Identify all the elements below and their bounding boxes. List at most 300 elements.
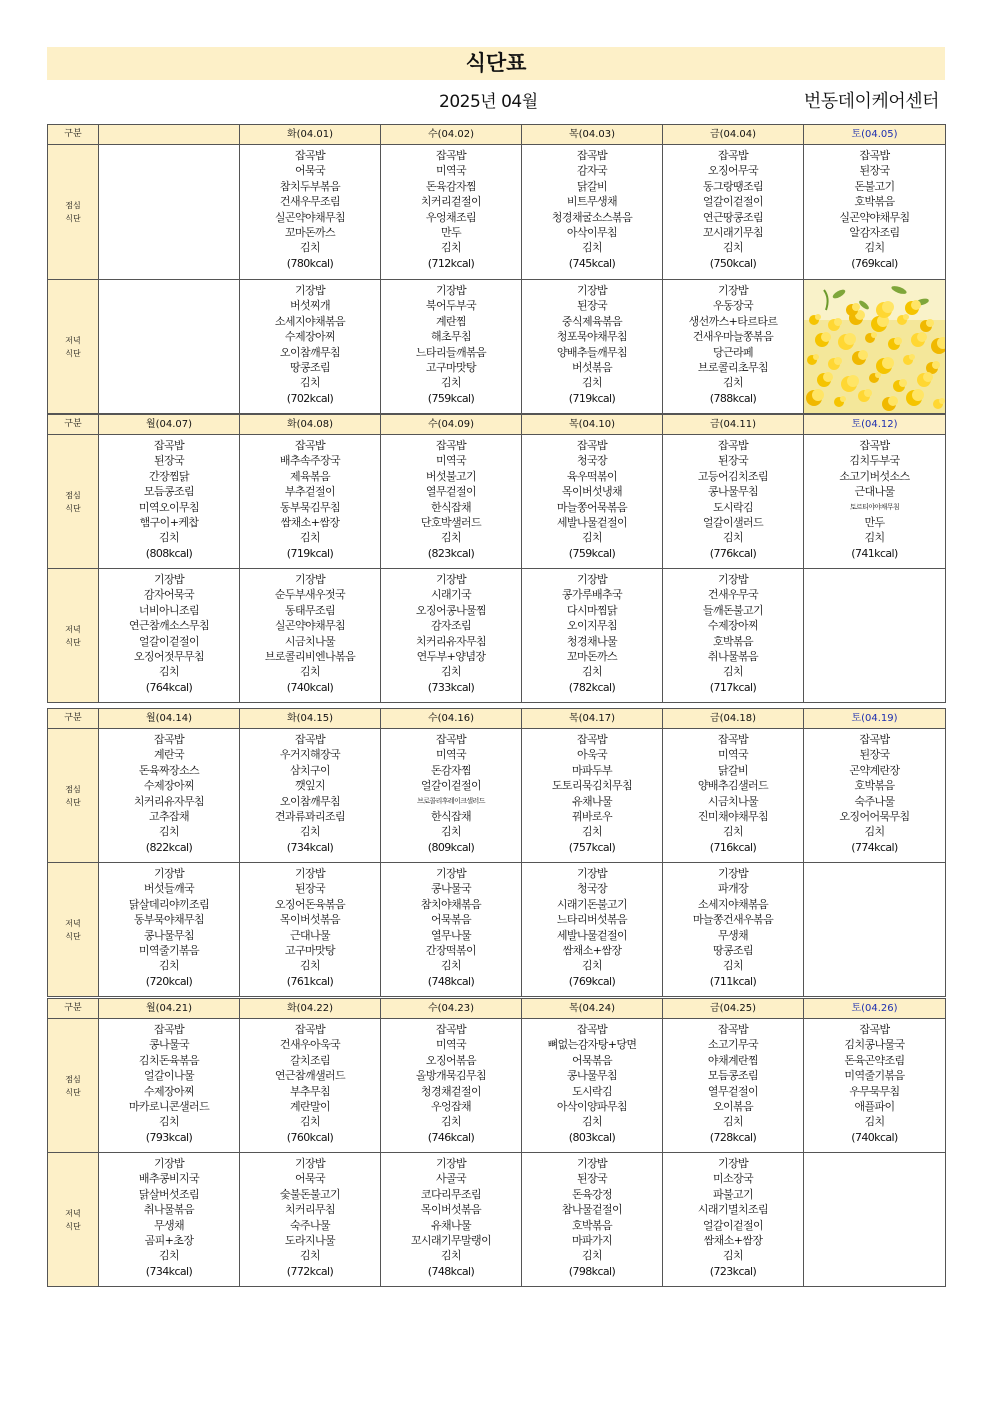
- meal-items: [381, 729, 521, 855]
- day-header: 화(04.22): [240, 999, 381, 1019]
- menu-item: 땅콩조림: [712, 944, 754, 958]
- menu-item: (760kcal): [286, 1130, 334, 1144]
- header-label: 구분: [48, 125, 99, 145]
- menu-item: 갈치조림: [289, 1053, 331, 1067]
- menu-item: 목이버섯볶음: [420, 1203, 482, 1217]
- day-header: 월(04.07): [99, 415, 240, 435]
- menu-item: 김치: [158, 665, 180, 679]
- menu-item: 양배추김샐러드: [697, 779, 769, 793]
- menu-item: 건새우아욱국: [279, 1038, 341, 1052]
- menu-item: 계란찜: [435, 314, 467, 328]
- dinner-row: [48, 1153, 946, 1287]
- menu-item: 치커리겉절이: [420, 195, 482, 209]
- dinner-row: [48, 863, 946, 997]
- menu-item: 미역국: [435, 748, 467, 762]
- menu-item: 김치: [581, 1249, 603, 1263]
- menu-item: 호박볶음: [854, 779, 895, 793]
- menu-item: 잡곡밥: [859, 733, 890, 746]
- lunch-cell: [99, 145, 240, 280]
- menu-item: 쌈채소+쌈장: [703, 1234, 763, 1248]
- day-header: 목(04.10): [522, 415, 663, 435]
- menu-item: 미역줄기볶음: [844, 1069, 905, 1083]
- meal-label-line: 식단: [65, 503, 81, 513]
- menu-item: 치커리유자무침: [133, 794, 205, 808]
- menu-item: 연근참깨소스무침: [128, 619, 210, 633]
- meal-items: [99, 1019, 239, 1145]
- meal-label-line: 식단: [65, 797, 81, 807]
- menu-item: 김치: [299, 531, 321, 545]
- menu-item: 실곤약야채무침: [274, 210, 346, 224]
- week-header-row: [48, 709, 946, 729]
- lunch-cell: [663, 1019, 804, 1153]
- menu-item: (793kcal): [145, 1130, 193, 1144]
- menu-item: 치커리유자무침: [415, 634, 487, 648]
- flower-image: [804, 280, 945, 413]
- menu-item: 아삭이무침: [566, 226, 618, 240]
- menu-item: (740kcal): [286, 680, 334, 694]
- meal-items: [381, 569, 521, 695]
- day-header: 금(04.25): [663, 999, 804, 1019]
- menu-item: 쌈채소+쌈장: [562, 944, 622, 958]
- menu-item: (716kcal): [709, 840, 757, 854]
- menu-item: (774kcal): [851, 840, 898, 854]
- menu-item: 도라지나물: [284, 1234, 336, 1248]
- menu-item: 된장국: [717, 454, 749, 468]
- dinner-cell: [663, 569, 804, 703]
- lunch-cell: [381, 145, 522, 280]
- meal-items: [381, 863, 521, 989]
- menu-item: 연근땅콩조림: [702, 210, 764, 224]
- menu-item: (759kcal): [568, 546, 616, 560]
- menu-item: 닭살데리야끼조림: [128, 897, 210, 911]
- menu-item: 잡곡밥: [859, 439, 890, 452]
- day-header: 토(04.05): [804, 125, 946, 145]
- menu-item: 된장국: [294, 882, 326, 896]
- menu-item: 청포묵야채무침: [556, 330, 628, 344]
- dinner-label: [48, 1153, 99, 1287]
- menu-item: (719kcal): [286, 546, 334, 560]
- menu-item: 건새우마늘쫑볶음: [692, 330, 774, 344]
- lunch-cell: [663, 435, 804, 569]
- menu-item: 버섯찌개: [289, 299, 331, 313]
- menu-item: 얼갈이샐러드: [702, 516, 764, 530]
- menu-item: 콩나물무침: [707, 485, 759, 499]
- menu-item: 단호박샐러드: [420, 516, 482, 530]
- menu-item: (717kcal): [709, 680, 757, 694]
- menu-item: 청경채굴소스볶음: [551, 210, 633, 224]
- meal-items: [804, 863, 945, 866]
- menu-item: 오징어무국: [707, 164, 759, 178]
- menu-item: 기장밥: [294, 284, 326, 297]
- menu-item: 동부묵김무침: [279, 500, 341, 514]
- lunch-row: [48, 1019, 946, 1153]
- menu-item: 잡곡밥: [717, 733, 749, 746]
- dinner-cell: [663, 863, 804, 997]
- week-table: [47, 414, 946, 703]
- week-header-row: [48, 415, 946, 435]
- lunch-cell: [381, 435, 522, 569]
- menu-item: 너비아니조림: [138, 603, 200, 617]
- menu-item: 김치: [440, 825, 462, 839]
- menu-item: 김치: [299, 1249, 321, 1263]
- menu-item: 김치: [299, 959, 321, 973]
- lunch-cell: [804, 729, 946, 863]
- menu-item: 한식잡채: [430, 500, 472, 514]
- menu-item: 돈불고기: [854, 179, 895, 193]
- menu-item: 미역국: [717, 748, 749, 762]
- day-header: 월(04.21): [99, 999, 240, 1019]
- menu-item: 세발나물겉절이: [556, 516, 628, 530]
- day-header: 목(04.03): [522, 125, 663, 145]
- menu-item: (823kcal): [427, 546, 475, 560]
- dinner-cell: [522, 1153, 663, 1287]
- menu-item: (733kcal): [427, 680, 475, 694]
- menu-item: 김치: [440, 1249, 462, 1263]
- menu-item: 감자조림: [430, 619, 472, 633]
- menu-item: 닭갈비: [717, 763, 749, 777]
- menu-item: 콩나물국: [148, 1038, 190, 1052]
- menu-item: 김치: [864, 825, 885, 839]
- menu-item: (719kcal): [568, 391, 616, 405]
- day-header: 토(04.19): [804, 709, 946, 729]
- meal-items: [99, 863, 239, 989]
- menu-item: 근대나물: [289, 928, 331, 942]
- meal-items: [804, 435, 945, 561]
- meal-items: [663, 569, 803, 695]
- dinner-cell: [99, 863, 240, 997]
- dinner-cell: [99, 1153, 240, 1287]
- meal-items: [522, 435, 662, 561]
- lunch-cell: [804, 1019, 946, 1153]
- menu-item: 김치: [722, 241, 744, 255]
- meal-items: [804, 1153, 945, 1156]
- menu-item: 코다리무조림: [420, 1187, 482, 1201]
- menu-item: (734kcal): [145, 1264, 193, 1278]
- lunch-cell: [240, 435, 381, 569]
- lunch-cell: [663, 729, 804, 863]
- menu-item: 오징어볶음: [425, 1053, 477, 1067]
- menu-item: 기장밥: [717, 1157, 749, 1170]
- meal-items: [663, 1019, 803, 1145]
- menu-item: 김치: [440, 241, 462, 255]
- menu-item: 제육볶음: [289, 469, 331, 483]
- menu-item: 브로콜리초무침: [697, 361, 769, 375]
- menu-item: 미역국: [435, 1038, 467, 1052]
- menu-item: 수제장아찌: [143, 779, 195, 793]
- dinner-cell: [804, 569, 946, 703]
- menu-item: 햄구이+케찹: [139, 516, 199, 530]
- menu-item: 기장밥: [153, 1157, 185, 1170]
- menu-item: (746kcal): [427, 1130, 475, 1144]
- lunch-cell: [522, 435, 663, 569]
- menu-item: 잡곡밥: [435, 439, 467, 452]
- day-header: 수(04.09): [381, 415, 522, 435]
- meal-items: [663, 435, 803, 561]
- menu-item: 청경채겉절이: [420, 1084, 482, 1098]
- menu-item: 고등어김치조림: [697, 469, 769, 483]
- menu-item: 잡곡밥: [576, 733, 608, 746]
- menu-item: 미역국: [435, 454, 467, 468]
- menu-item: 잡곡밥: [576, 1023, 608, 1036]
- menu-item: 잡곡밥: [859, 149, 890, 162]
- menu-item: 잡곡밥: [435, 733, 467, 746]
- menu-item: 돈육강정: [571, 1187, 613, 1201]
- meal-items: [99, 145, 239, 148]
- menu-item: 꼬시래기무말랭이: [410, 1234, 492, 1248]
- meal-label-line: 점심: [65, 490, 81, 500]
- menu-item: 김치: [722, 1115, 744, 1129]
- day-header: 수(04.02): [381, 125, 522, 145]
- menu-item: 잡곡밥: [294, 149, 326, 162]
- day-header: 수(04.23): [381, 999, 522, 1019]
- menu-item: 브로콜리후레이크샐러드: [417, 796, 485, 805]
- menu-item: 잡곡밥: [435, 149, 467, 162]
- menu-item: 쌈채소+쌈장: [280, 516, 340, 530]
- meal-label-line: 점심: [65, 784, 81, 794]
- menu-item: 잡곡밥: [576, 439, 608, 452]
- menu-item: 비트무생채: [566, 195, 618, 209]
- lunch-label: [48, 1019, 99, 1153]
- menu-item: 마카로니콘샐러드: [128, 1100, 210, 1114]
- meal-items: [99, 280, 239, 283]
- meal-label-line: 식단: [65, 931, 81, 941]
- menu-item: (702kcal): [286, 391, 334, 405]
- menu-item: 된장국: [576, 299, 608, 313]
- menu-item: 김치: [299, 241, 321, 255]
- menu-item: 중식제육볶음: [561, 314, 623, 328]
- day-header: [99, 125, 240, 145]
- day-header: 토(04.26): [804, 999, 946, 1019]
- menu-item: 어묵국: [294, 164, 326, 178]
- menu-item: 꼬마돈까스: [284, 226, 336, 240]
- menu-item: 기장밥: [294, 573, 326, 586]
- meal-label-line: 저녁: [65, 1208, 81, 1218]
- menu-item: 우동장국: [712, 299, 754, 313]
- menu-item: 김치두부국: [849, 454, 900, 468]
- meal-items: [99, 729, 239, 855]
- menu-item: 수제장아찌: [284, 330, 336, 344]
- menu-item: 숙주나물: [289, 1218, 331, 1232]
- menu-item: 연두부+양념장: [416, 650, 486, 664]
- day-header: 화(04.08): [240, 415, 381, 435]
- meal-items: [522, 145, 662, 271]
- menu-item: 된장국: [153, 454, 185, 468]
- meal-items: [663, 280, 803, 406]
- lunch-label: [48, 145, 99, 280]
- menu-item: 연근참깨샐러드: [274, 1069, 346, 1083]
- week-table: [47, 708, 946, 997]
- menu-item: 수제장아찌: [143, 1084, 195, 1098]
- menu-item: 김치: [440, 959, 462, 973]
- menu-item: 잡곡밥: [859, 1023, 890, 1036]
- menu-item: 잡곡밥: [294, 1023, 326, 1036]
- meal-items: [240, 863, 380, 989]
- menu-item: 기장밥: [435, 867, 467, 880]
- menu-item: (741kcal): [851, 546, 898, 560]
- menu-item: 곤약계란장: [849, 763, 900, 777]
- menu-item: 된장국: [859, 164, 890, 178]
- menu-item: 야채계란찜: [707, 1053, 759, 1067]
- meal-items: [522, 863, 662, 989]
- meal-items: [663, 863, 803, 989]
- meal-items: [381, 280, 521, 406]
- dinner-label: [48, 863, 99, 997]
- meal-items: [99, 569, 239, 695]
- menu-item: (748kcal): [427, 1264, 475, 1278]
- menu-item: 김치: [864, 531, 885, 545]
- menu-item: 김치: [440, 665, 462, 679]
- menu-item: 꼬시래기무침: [702, 226, 764, 240]
- lunch-cell: [804, 435, 946, 569]
- menu-item: 오이지무침: [566, 619, 618, 633]
- menu-item: 참치야채볶음: [420, 897, 482, 911]
- menu-item: (740kcal): [851, 1130, 898, 1144]
- menu-item: 기장밥: [435, 284, 467, 297]
- menu-item: 오징어콩나물찜: [415, 603, 487, 617]
- menu-item: 꿔바로우: [571, 810, 613, 824]
- dinner-cell: [381, 1153, 522, 1287]
- menu-item: 소고기버섯소스: [839, 469, 910, 483]
- menu-item: 얼갈이겉절이: [702, 195, 764, 209]
- menu-item: 부추겉절이: [284, 485, 336, 499]
- menu-item: (712kcal): [427, 256, 475, 270]
- lunch-row: [48, 435, 946, 569]
- menu-item: 만두: [864, 516, 885, 530]
- day-header: 화(04.01): [240, 125, 381, 145]
- menu-item: 김치: [722, 531, 744, 545]
- lunch-cell: [99, 1019, 240, 1153]
- menu-item: 도토리묵김치무침: [551, 779, 633, 793]
- menu-item: 얼갈이겉절이: [138, 634, 200, 648]
- menu-item: 소고기무국: [707, 1038, 759, 1052]
- menu-item: (780kcal): [286, 256, 334, 270]
- lunch-cell: [663, 145, 804, 280]
- menu-item: (776kcal): [709, 546, 757, 560]
- menu-item: 간장떡볶이: [425, 944, 477, 958]
- lunch-cell: [522, 1019, 663, 1153]
- menu-item: 꼬마돈까스: [566, 650, 618, 664]
- lunch-cell: [804, 145, 946, 280]
- dinner-cell: [240, 1153, 381, 1287]
- menu-item: 기장밥: [576, 284, 608, 297]
- menu-item: 김치: [158, 1249, 180, 1263]
- menu-item: 기장밥: [294, 1157, 326, 1170]
- menu-item: 간장찜닭: [148, 469, 190, 483]
- menu-item: 버섯들깨국: [143, 882, 195, 896]
- menu-item: 근대나물: [854, 485, 895, 499]
- menu-item: (748kcal): [427, 974, 475, 988]
- meal-items: [522, 280, 662, 406]
- menu-item: 숙주나물: [854, 794, 895, 808]
- menu-item: 다시마찜닭: [566, 603, 618, 617]
- menu-item: 기장밥: [576, 1157, 608, 1170]
- menu-item: 우거지해장국: [279, 748, 341, 762]
- menu-item: 청경채나물: [566, 634, 618, 648]
- menu-item: 기장밥: [435, 1157, 467, 1170]
- menu-item: 기장밥: [717, 867, 749, 880]
- menu-item: 김치: [722, 376, 744, 390]
- menu-item: 미소장국: [712, 1172, 754, 1186]
- menu-item: 닭살버섯조림: [138, 1187, 200, 1201]
- menu-item: 실곤약야채무침: [274, 619, 346, 633]
- menu-item: (750kcal): [709, 256, 757, 270]
- menu-item: 김치: [581, 665, 603, 679]
- menu-item: 김치: [299, 1115, 321, 1129]
- menu-item: 동부묵야채무침: [133, 913, 205, 927]
- menu-item: 기장밥: [576, 867, 608, 880]
- lunch-cell: [240, 729, 381, 863]
- menu-item: 닭갈비: [576, 179, 608, 193]
- menu-item: 시금치나물: [707, 794, 759, 808]
- meal-items: [99, 1153, 239, 1279]
- dinner-cell: [522, 280, 663, 414]
- menu-item: 돈감자찜: [430, 763, 472, 777]
- meal-items: [381, 1019, 521, 1145]
- meal-items: [240, 729, 380, 855]
- day-header: 금(04.11): [663, 415, 804, 435]
- lunch-cell: [522, 729, 663, 863]
- menu-item: 김치: [581, 1115, 603, 1129]
- day-header: 월(04.14): [99, 709, 240, 729]
- lunch-cell: [381, 729, 522, 863]
- meal-items: [663, 1153, 803, 1279]
- menu-item: 목이버섯볶음: [279, 913, 341, 927]
- menu-item: 소세지야채볶음: [274, 314, 346, 328]
- menu-item: 열무겉절이: [707, 1084, 759, 1098]
- menu-item: 콩나물국: [430, 882, 472, 896]
- meal-items: [240, 1153, 380, 1279]
- menu-item: 계란국: [153, 748, 185, 762]
- dinner-cell: [663, 280, 804, 414]
- menu-item: 참나물겉절이: [561, 1203, 623, 1217]
- menu-item: 오이참깨무침: [279, 794, 341, 808]
- menu-item: (757kcal): [568, 840, 616, 854]
- meal-label-line: 식단: [65, 348, 81, 358]
- menu-item: 김치: [158, 531, 180, 545]
- menu-item: 김치: [581, 959, 603, 973]
- week-header-row: [48, 999, 946, 1019]
- menu-item: 김치: [299, 665, 321, 679]
- menu-item: 아삭이양파무침: [556, 1100, 628, 1114]
- menu-item: 기장밥: [576, 573, 608, 586]
- menu-item: 북어두부국: [425, 299, 477, 313]
- day-header: 목(04.24): [522, 999, 663, 1019]
- menu-item: (728kcal): [709, 1130, 757, 1144]
- menu-item: 김치: [722, 959, 744, 973]
- menu-item: 김치돈육볶음: [138, 1053, 200, 1067]
- menu-item: 토르티야야채무침: [849, 502, 900, 511]
- day-header: 토(04.12): [804, 415, 946, 435]
- menu-item: 계란말이: [289, 1100, 331, 1114]
- menu-item: 유채나물: [571, 794, 613, 808]
- menu-item: 도시락김: [571, 1084, 613, 1098]
- menu-item: 건새우무조림: [279, 195, 341, 209]
- menu-item: 파개장: [717, 882, 749, 896]
- menu-item: 참치두부볶음: [279, 179, 341, 193]
- dinner-cell: [663, 1153, 804, 1287]
- menu-item: 김치: [581, 531, 603, 545]
- menu-item: 기장밥: [717, 573, 749, 586]
- menu-item: 기장밥: [153, 573, 185, 586]
- menu-item: 청국장: [576, 882, 608, 896]
- menu-item: 김치: [581, 376, 603, 390]
- meal-items: [522, 729, 662, 855]
- menu-item: 시래기국: [430, 588, 472, 602]
- menu-item: 파불고기: [712, 1187, 754, 1201]
- menu-item: 무생채: [153, 1218, 185, 1232]
- dinner-cell: [240, 863, 381, 997]
- dinner-row: [48, 569, 946, 703]
